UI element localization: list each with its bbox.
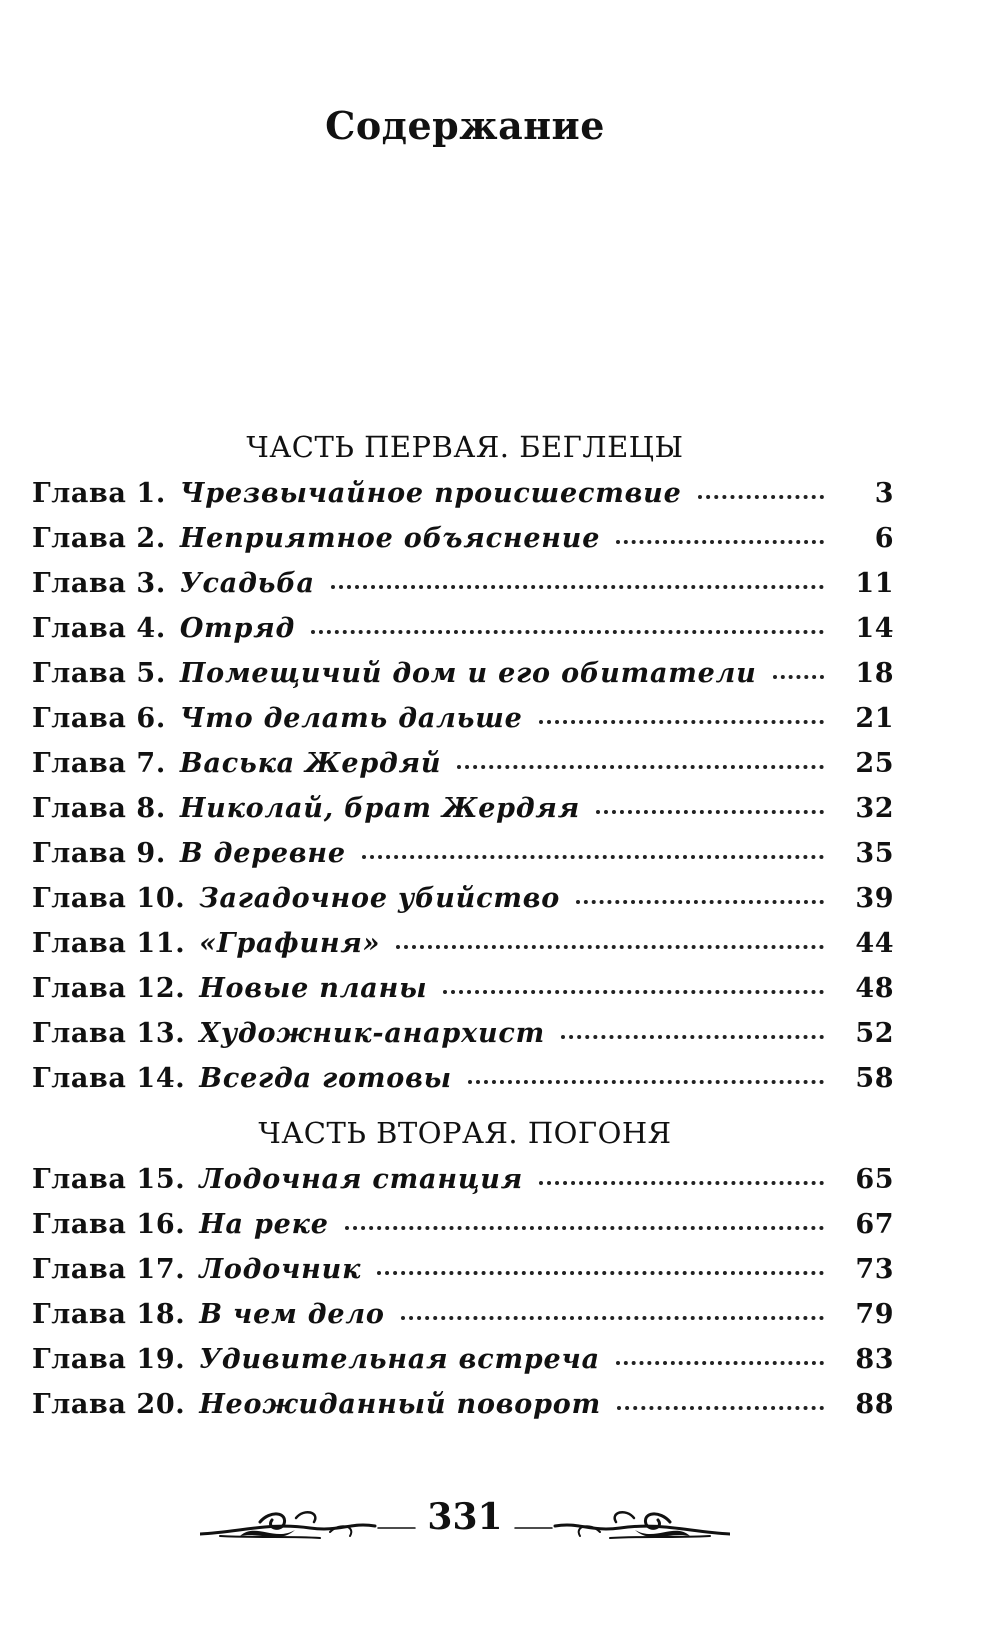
toc-row [32,973,894,1018]
chapter-label: Глава 15. [32,1164,186,1195]
chapter-label: Глава 11. [32,928,186,959]
chapter-page-number: 67 [855,1209,894,1240]
chapter-page-number: 25 [855,748,894,779]
chapter-label: Глава 9. [32,838,166,869]
chapter-title: Чрезвычайное происшествие [179,478,682,509]
chapter-title: Помещичий дом и его обитатели [179,658,757,689]
chapter-title: Неприятное объяснение [179,523,601,554]
chapter-page-number: 65 [855,1164,894,1195]
chapter-title: Неожиданный поворот [199,1389,601,1420]
dot-leader [616,1361,824,1365]
dot-leader [345,1226,824,1230]
toc-row [32,1164,894,1209]
chapter-label: Глава 2. [32,523,166,554]
chapter-label: Глава 3. [32,568,166,599]
chapter-page-number: 58 [855,1063,894,1094]
chapter-label: Глава 5. [32,658,166,689]
chapter-title: Васька Жердяй [179,748,442,779]
chapter-title: Лодочная станция [199,1164,524,1195]
chapter-title: Удивительная встреча [199,1344,600,1375]
chapter-page-number: 6 [874,523,894,554]
toc-row [32,568,894,613]
toc-row [32,838,894,883]
toc-row [32,1063,894,1108]
chapter-label: Глава 10. [32,883,186,914]
toc-row [32,928,894,973]
chapter-label: Глава 7. [32,748,166,779]
chapter-title: На реке [199,1209,329,1240]
toc-row [32,523,894,568]
toc-row [32,793,894,838]
chapter-page-number: 52 [855,1018,894,1049]
dot-leader [773,675,824,679]
toc-row [32,1344,894,1389]
toc-row [32,1209,894,1254]
chapter-label: Глава 1. [32,478,166,509]
chapter-title: Лодочник [199,1254,362,1285]
dot-leader [362,855,824,859]
toc-row [32,658,894,703]
dot-leader [576,900,824,904]
part-heading-2: ЧАСТЬ ВТОРАЯ. ПОГОНЯ [258,1116,672,1150]
chapter-label: Глава 4. [32,613,166,644]
chapter-page-number: 73 [855,1254,894,1285]
chapter-label: Глава 14. [32,1063,186,1094]
chapter-label: Глава 17. [32,1254,186,1285]
toc-list-part-2 [32,1164,894,1434]
chapter-title: Усадьба [179,568,315,599]
chapter-page-number: 18 [855,658,894,689]
chapter-title: В чем дело [199,1299,385,1330]
chapter-title: Что делать дальше [179,703,523,734]
dot-leader [443,990,824,994]
chapter-label: Глава 18. [32,1299,186,1330]
chapter-page-number: 88 [855,1389,894,1420]
chapter-label: Глава 6. [32,703,166,734]
chapter-page-number: 14 [855,613,894,644]
chapter-title: Загадочное убийство [199,883,561,914]
chapter-page-number: 44 [855,928,894,959]
toc-row [32,478,894,523]
dot-leader [698,495,824,499]
toc-list-part-1 [32,478,894,1108]
toc-row [32,703,894,748]
dot-leader [616,540,824,544]
chapter-page-number: 35 [855,838,894,869]
chapter-title: Николай, брат Жердяя [179,793,581,824]
dot-leader [311,630,824,634]
toc-row [32,613,894,658]
part-heading-1: ЧАСТЬ ПЕРВАЯ. БЕГЛЕЦЫ [246,430,684,464]
chapter-title: В деревне [179,838,346,869]
chapter-page-number: 21 [855,703,894,734]
page-title: Содержание [325,103,605,148]
dot-leader [468,1080,824,1084]
chapter-label: Глава 19. [32,1344,186,1375]
toc-row [32,1254,894,1299]
chapter-label: Глава 20. [32,1389,186,1420]
chapter-title: Художник-анархист [199,1018,546,1049]
chapter-label: Глава 12. [32,973,186,1004]
dot-leader [596,810,824,814]
chapter-page-number: 39 [855,883,894,914]
chapter-page-number: 3 [874,478,894,509]
toc-row [32,1018,894,1063]
chapter-page-number: 83 [855,1344,894,1375]
dot-leader [539,720,824,724]
toc-row [32,1389,894,1434]
chapter-page-number: 48 [855,973,894,1004]
chapter-title: «Графиня» [199,928,381,959]
dot-leader [377,1271,824,1275]
toc-row [32,1299,894,1344]
chapter-page-number: 32 [855,793,894,824]
dot-leader [401,1316,824,1320]
chapter-label: Глава 13. [32,1018,186,1049]
chapter-label: Глава 8. [32,793,166,824]
page-number: 331 [427,1496,503,1538]
dot-leader [539,1181,824,1185]
dot-leader [331,585,824,589]
dot-leader [561,1035,824,1039]
chapter-page-number: 11 [855,568,894,599]
chapter-label: Глава 16. [32,1209,186,1240]
chapter-title: Отряд [179,613,296,644]
toc-row [32,883,894,928]
chapter-page-number: 79 [855,1299,894,1330]
toc-row [32,748,894,793]
dot-leader [396,945,824,949]
chapter-title: Всегда готовы [199,1063,452,1094]
dot-leader [457,765,824,769]
dot-leader [617,1406,824,1410]
chapter-title: Новые планы [199,973,428,1004]
page-footer [200,1492,730,1552]
